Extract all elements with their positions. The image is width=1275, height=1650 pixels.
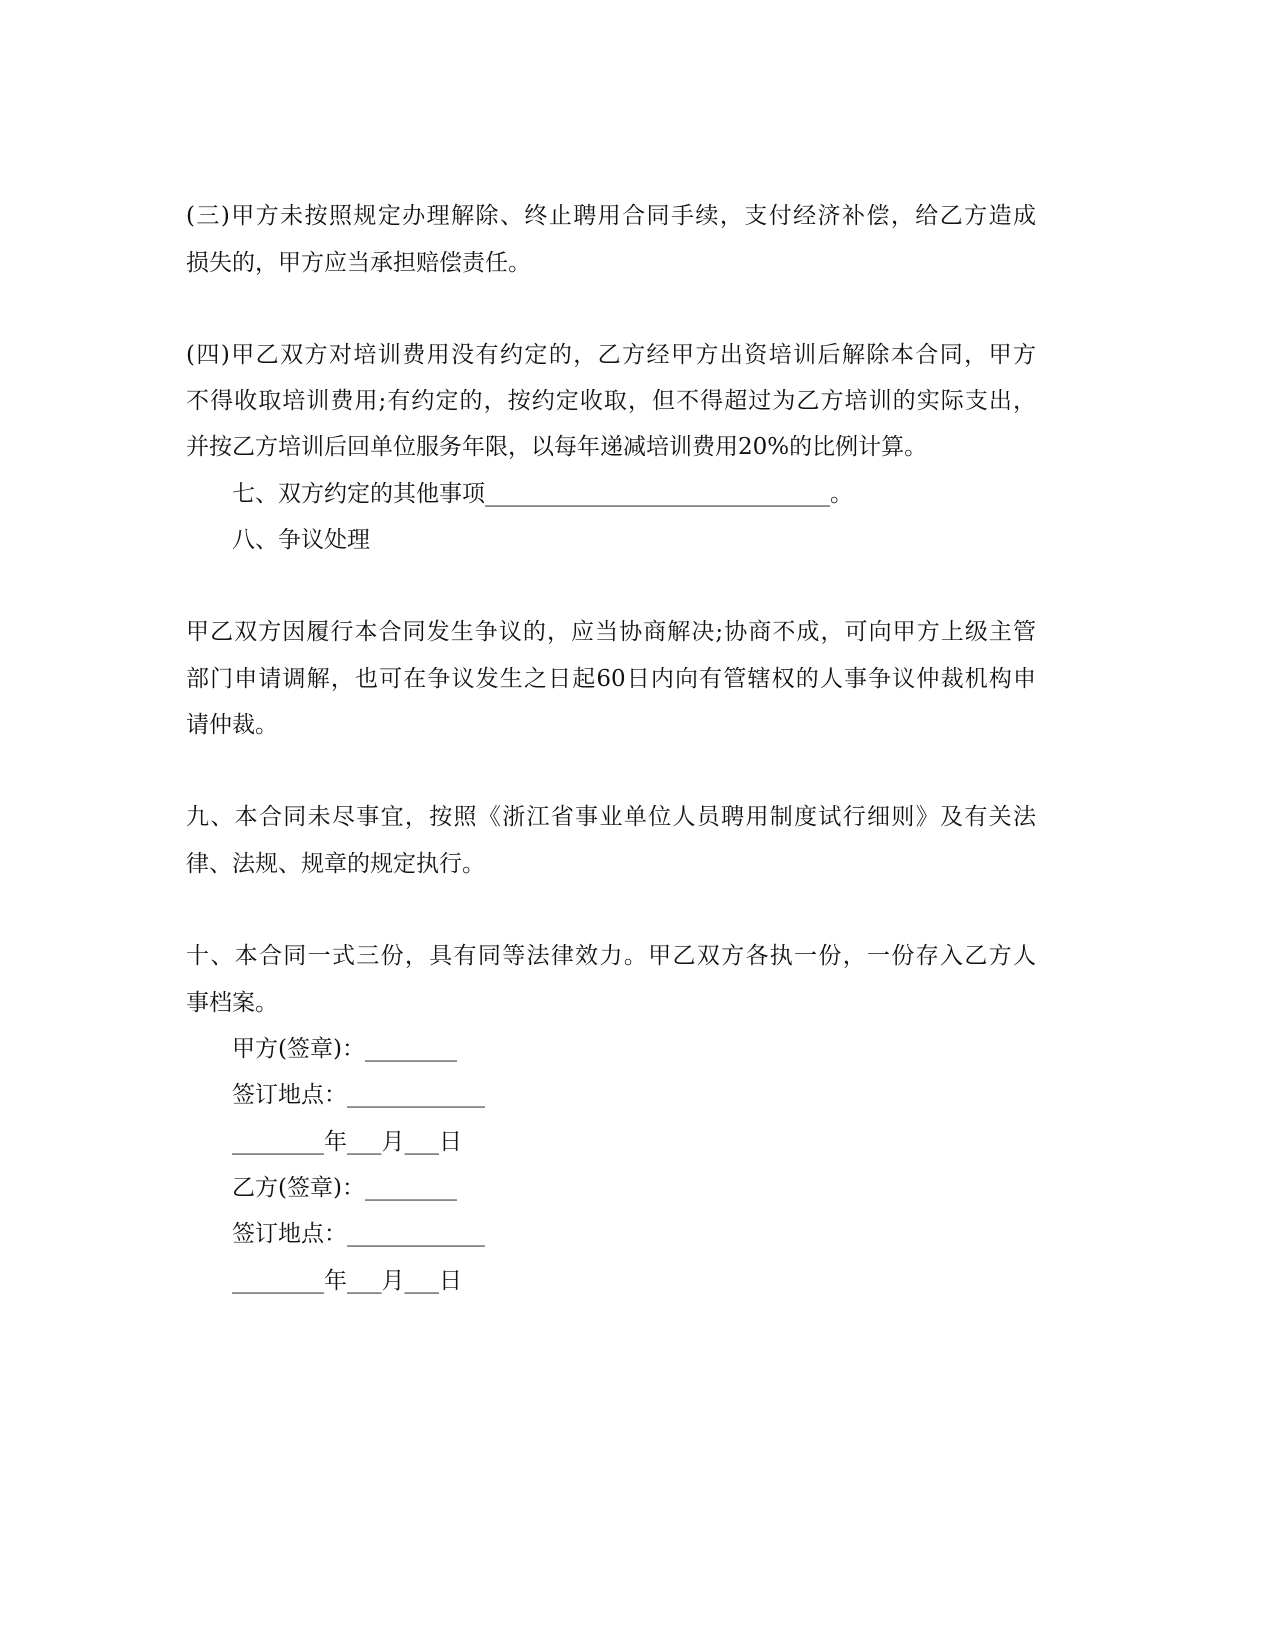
- clause-3-line-1: (三)甲方未按照规定办理解除、终止聘用合同手续，支付经济补偿，给乙方造成: [186, 203, 1036, 229]
- clause-4-line-3: 并按乙方培训后回单位服务年限，以每年递减培训费用20%的比例计算。: [186, 434, 928, 460]
- section-10-line-2: 事档案。: [186, 990, 278, 1016]
- party-b-signing-date: ________年___月___日: [232, 1268, 462, 1294]
- clause-4-line-2: 不得收取培训费用;有约定的，按约定收取，但不得超过为乙方培训的实际支出，: [186, 388, 1036, 414]
- party-a-signature: 甲方(签章)：________: [232, 1036, 457, 1062]
- clause-3-line-2: 损失的，甲方应当承担赔偿责任。: [186, 250, 531, 276]
- party-b-signing-place: 签订地点：____________: [232, 1221, 485, 1247]
- party-a-signing-date: ________年___月___日: [232, 1129, 462, 1155]
- section-8-line-3: 请仲裁。: [186, 712, 278, 738]
- clause-4-line-1: (四)甲乙双方对培训费用没有约定的，乙方经甲方出资培训后解除本合同，甲方: [186, 342, 1036, 368]
- section-10-line-1: 十、本合同一式三份，具有同等法律效力。甲乙双方各执一份，一份存入乙方人: [186, 943, 1036, 969]
- section-9-line-1: 九、本合同未尽事宜，按照《浙江省事业单位人员聘用制度试行细则》及有关法: [186, 804, 1036, 830]
- section-8-heading: 八、争议处理: [232, 527, 370, 553]
- section-7-other-matters: 七、双方约定的其他事项______________________________。: [232, 481, 853, 507]
- section-8-line-1: 甲乙双方因履行本合同发生争议的，应当协商解决;协商不成，可向甲方上级主管: [186, 619, 1036, 645]
- section-9-line-2: 律、法规、规章的规定执行。: [186, 851, 485, 877]
- party-b-signature: 乙方(签章)：________: [232, 1175, 457, 1201]
- party-a-signing-place: 签订地点：____________: [232, 1082, 485, 1108]
- section-8-line-2: 部门申请调解，也可在争议发生之日起60日内向有管辖权的人事争议仲裁机构申: [186, 666, 1036, 692]
